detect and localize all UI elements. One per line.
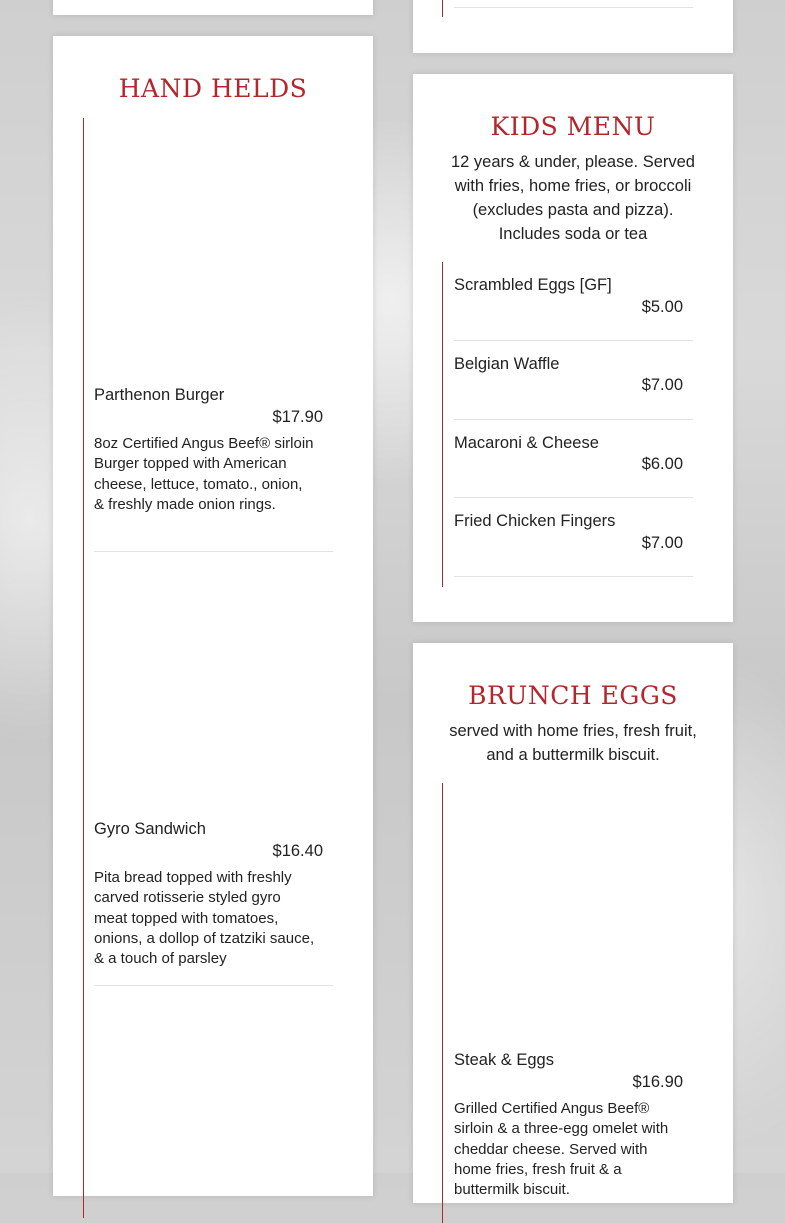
item-image-placeholder (94, 564, 333, 814)
previous-section-card-left (53, 0, 373, 15)
item-divider (454, 419, 693, 420)
section-title: KIDS MENU (490, 112, 656, 141)
item-divider (454, 340, 693, 341)
menu-item-name: Scrambled Eggs [GF] (454, 276, 612, 294)
section-accent-rule (442, 0, 443, 17)
menu-item-name: Macaroni & Cheese (454, 434, 599, 452)
menu-item-price: $6.00 (641, 455, 683, 473)
menu-item-name: Fried Chicken Fingers (454, 512, 616, 530)
hand-helds-section (53, 36, 373, 1196)
menu-item-description: Grilled Certified Angus Beef® sirloin & a three-egg omelet with cheddar cheese. Served with home fries, fresh fruit & a buttermilk biscuit. (454, 1100, 669, 1199)
menu-item-name: Belgian Waffle (454, 355, 560, 373)
menu-item-description: 8oz Certified Angus Beef® sirloin Burger topped with American cheese, lettuce, tomato., onion, & freshly made onion rings. (94, 435, 314, 513)
section-description: 12 years & under, please. Served with fries, home fries, or broccoli (excludes pasta and pizza). Includes soda or tea (451, 153, 695, 243)
item-divider (454, 497, 693, 498)
item-image-placeholder (454, 793, 693, 1043)
menu-item-price: $7.00 (641, 534, 683, 552)
item-divider (454, 7, 693, 8)
item-divider (94, 551, 333, 552)
menu-item-name: Parthenon Burger (94, 386, 225, 404)
section-title: HAND HELDS (118, 74, 308, 103)
menu-item-price: $17.90 (272, 408, 323, 426)
item-divider (454, 576, 693, 577)
section-title: BRUNCH EGGS (468, 681, 678, 710)
menu-item-price: $16.40 (272, 842, 323, 860)
item-image-placeholder (94, 128, 333, 378)
menu-item-price: $5.00 (641, 298, 683, 316)
menu-item-price: $16.90 (632, 1073, 683, 1091)
item-divider (94, 985, 333, 986)
menu-item-price: $7.00 (641, 376, 683, 394)
section-accent-rule (442, 262, 443, 587)
menu-item-description: Pita bread topped with freshly carved rotisserie styled gyro meat topped with tomatoes, onions, a dollop of tzatziki sauce, & a touch of parsley (94, 869, 315, 968)
section-description: served with home fries, fresh fruit, and a buttermilk biscuit. (449, 722, 697, 764)
menu-item-name: Steak & Eggs (454, 1051, 554, 1069)
section-accent-rule (83, 118, 84, 1218)
brunch-eggs-section (413, 643, 733, 1203)
previous-section-card-right (413, 0, 733, 53)
section-accent-rule (442, 783, 443, 1223)
menu-item-name: Gyro Sandwich (94, 820, 206, 838)
kids-menu-section (413, 74, 733, 622)
